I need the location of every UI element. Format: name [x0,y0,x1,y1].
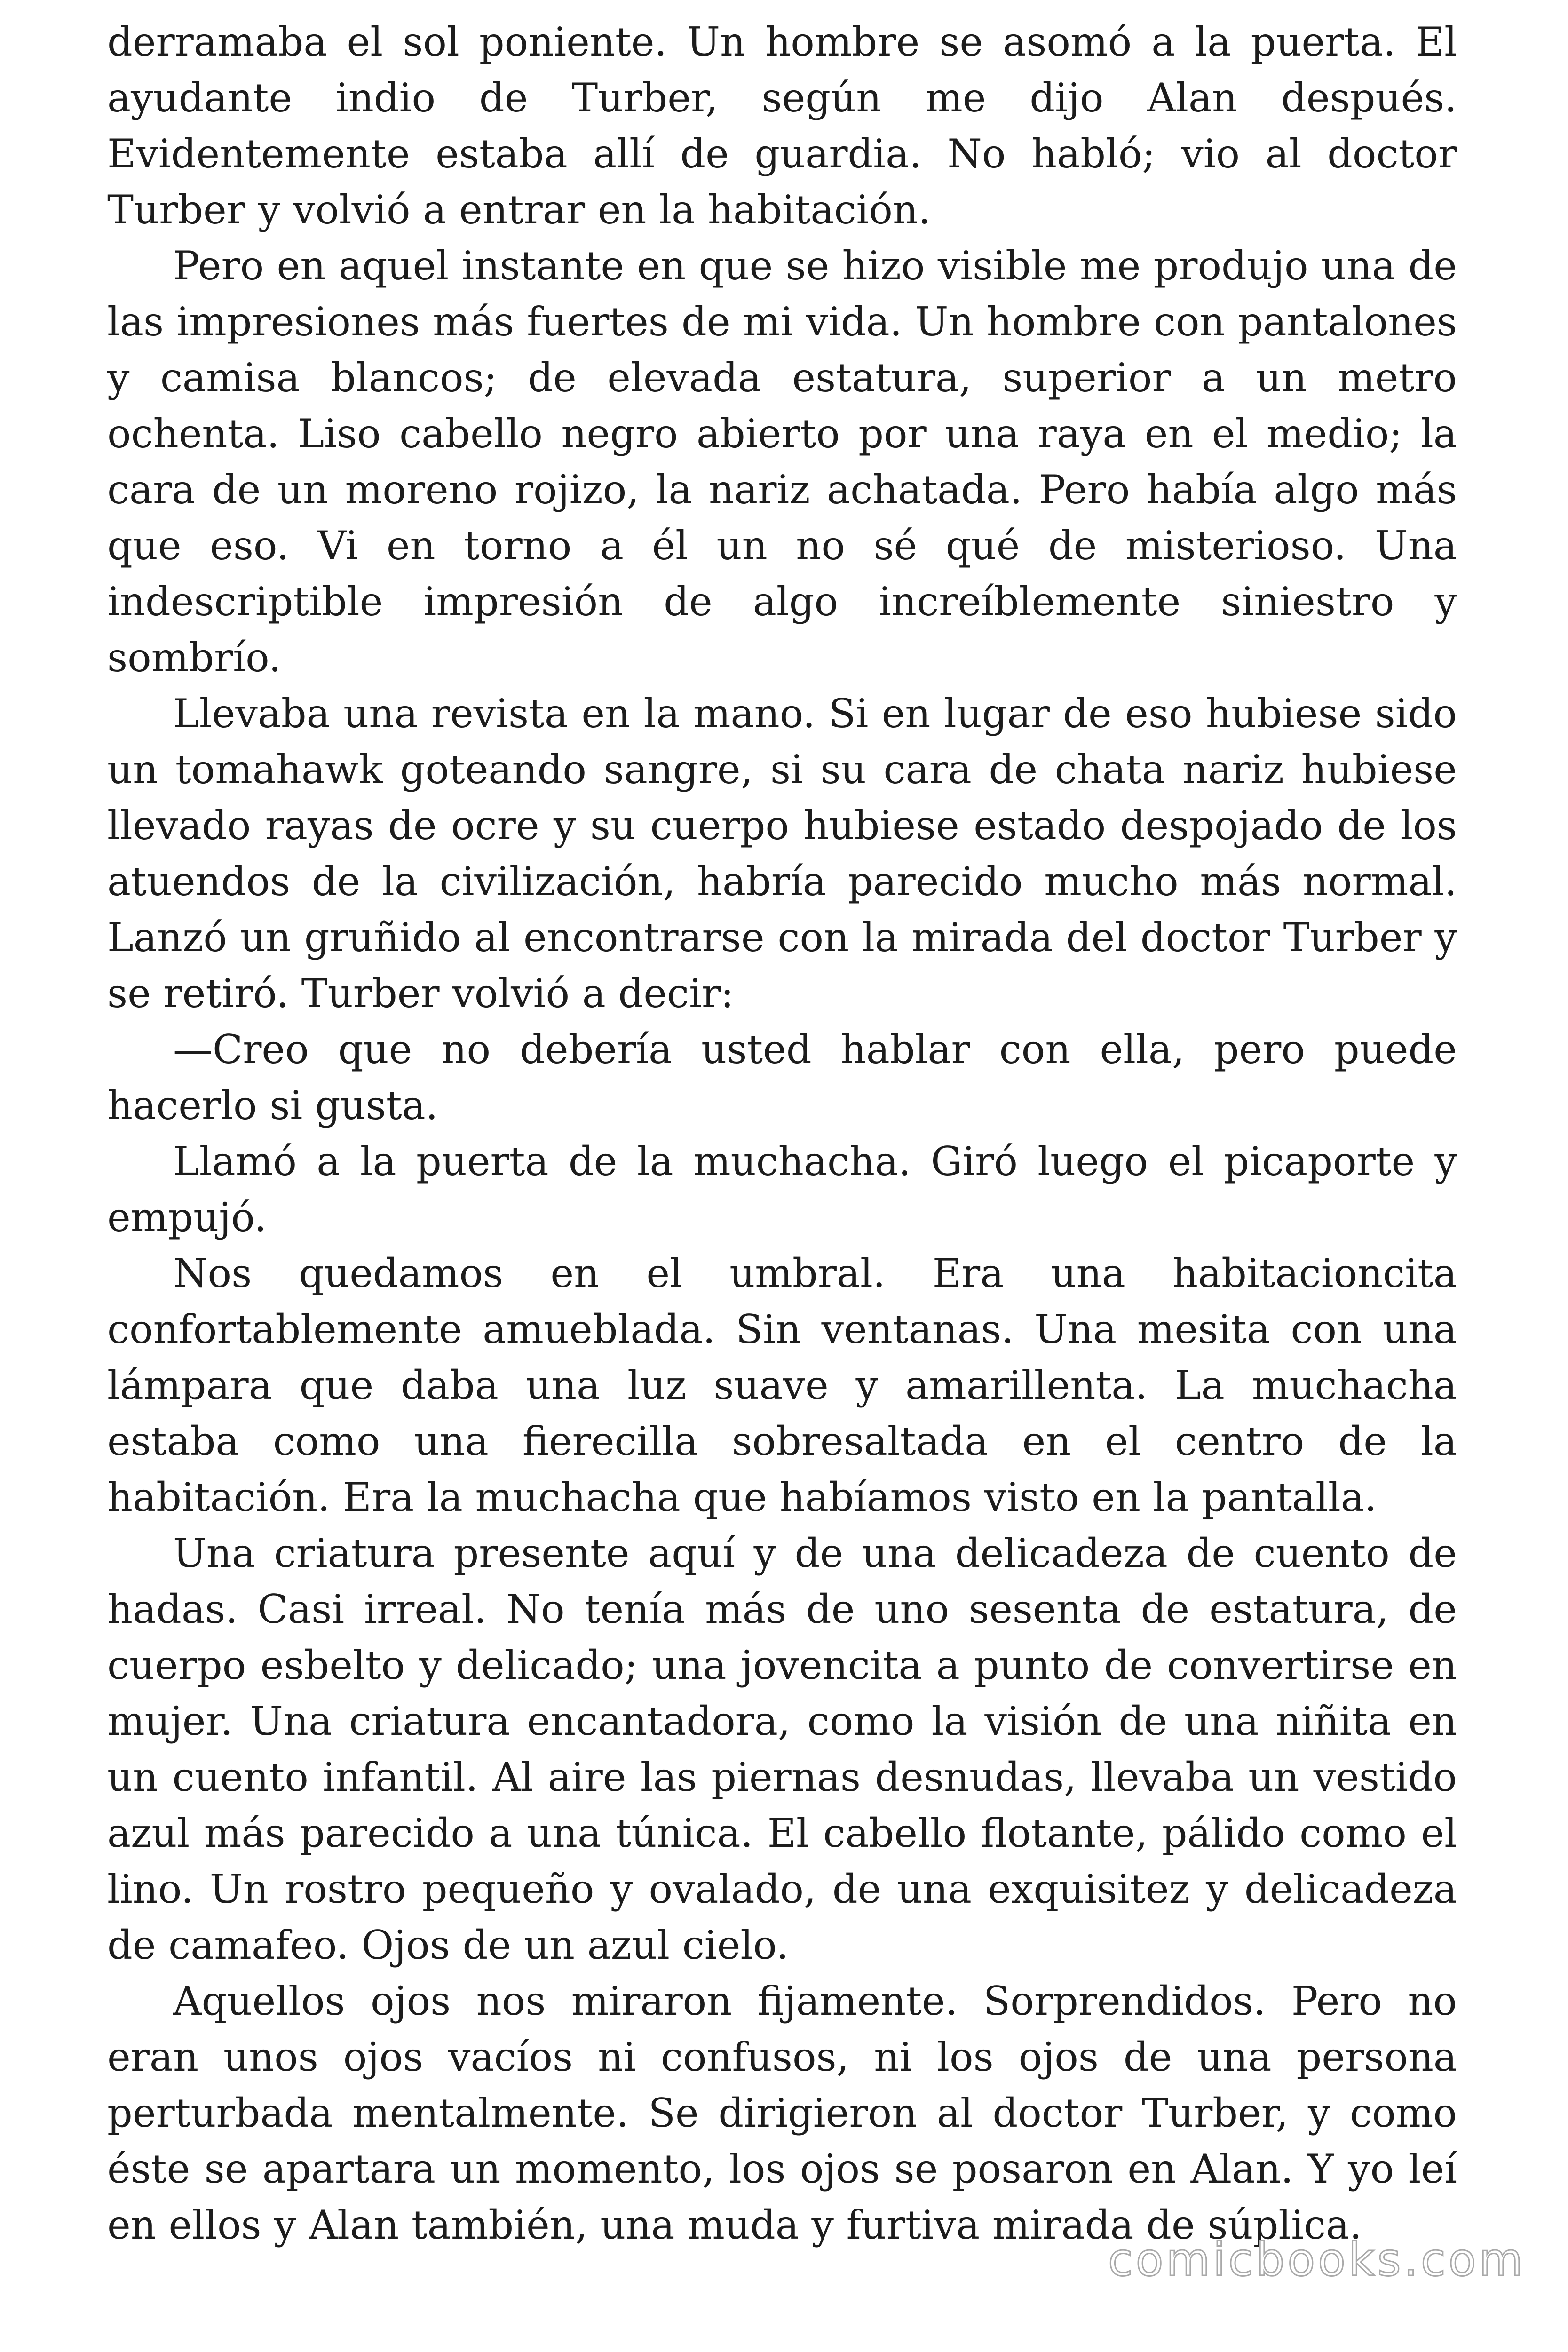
paragraph-6: Nos quedamos en el umbral. Era una habitacioncita confortablemente amueblada. Sin ventanas. Una mesita con una lámpara que daba una luz suave y amarillenta. La muchacha estaba como una fierecilla sobresaltada en el centro de la habitación. Era la muchacha que habíamos visto en la pantalla. [107,1250,1457,1520]
book-page-text [107,14,1457,2253]
paragraph-2: Pero en aquel instante en que se hizo visible me produjo una de las impresiones más fuertes de mi vida. Un hombre con pantalones y camisa blancos; de elevada estatura, superior a un metro ochenta. Liso cabello negro abierto por una raya en el medio; la cara de un moreno rojizo, la nariz achatada. Pero había algo más que eso. Vi en torno a él un no sé qué de misterioso. Una indescriptible impresión de algo increíblemente siniestro y sombrío. [107,243,1457,681]
paragraph-3: Llevaba una revista en la mano. Si en lugar de eso hubiese sido un tomahawk goteando sangre, si su cara de chata nariz hubiese llevado rayas de ocre y su cuerpo hubiese estado despojado de los atuendos de la civilización, habría parecido mucho más normal. Lanzó un gruñido al encontrarse con la mirada del doctor Turber y se retiró. Turber volvió a decir: [107,691,1457,1017]
paragraph-1: derramaba el sol poniente. Un hombre se asomó a la puerta. El ayudante indio de Turber, según me dijo Alan después. Evidentemente estaba allí de guardia. No habló; vio al doctor Turber y volvió a entrar en la habitación. [107,19,1457,233]
site-watermark: comicbooks.com [1108,2233,1526,2286]
paragraph-4: —Creo que no debería usted hablar con ella, pero puede hacerlo si gusta. [107,1026,1457,1128]
paragraph-5: Llamó a la puerta de la muchacha. Giró luego el picaporte y empujó. [107,1138,1457,1240]
paragraph-7: Una criatura presente aquí y de una delicadeza de cuento de hadas. Casi irreal. No tenía más de uno sesenta de estatura, de cuerpo esbelto y delicado; una jovencita a punto de convertirse en mujer. Una criatura encantadora, como la visión de una niñita en un cuento infantil. Al aire las piernas desnudas, llevaba un vestido azul más parecido a una túnica. El cabello flotante, pálido como el lino. Un rostro pequeño y ovalado, de una exquisitez y delicadeza de camafeo. Ojos de un azul cielo. [107,1530,1457,1968]
paragraph-8: Aquellos ojos nos miraron fijamente. Sorprendidos. Pero no eran unos ojos vacíos ni confusos, ni los ojos de una persona perturbada mentalmente. Se dirigieron al doctor Turber, y como éste se apartara un momento, los ojos se posaron en Alan. Y yo leí en ellos y Alan también, una muda y furtiva mirada de súplica. [107,1978,1457,2248]
